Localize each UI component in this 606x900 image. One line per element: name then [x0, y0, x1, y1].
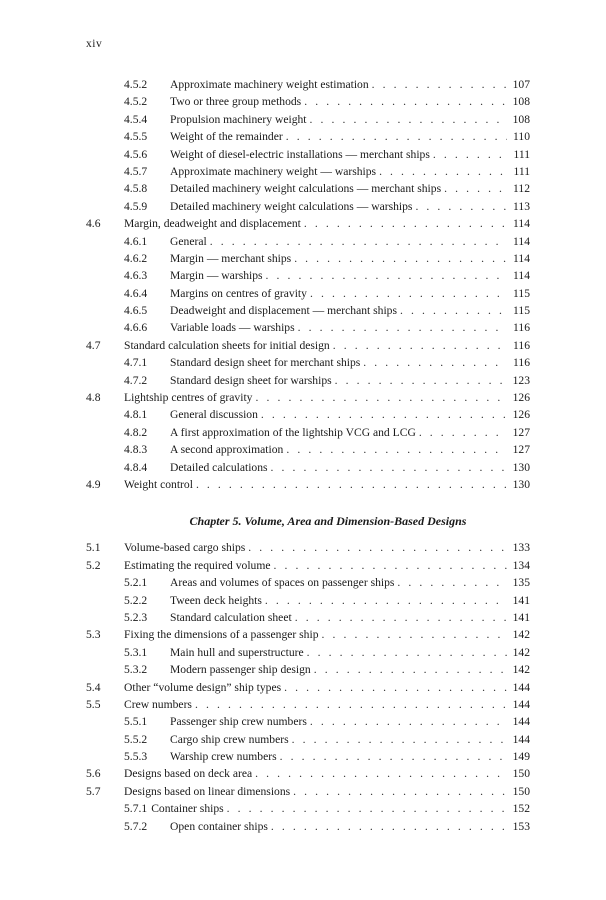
dot-leader — [310, 111, 507, 128]
toc-entry-number: 4.7 — [86, 338, 101, 352]
toc-entry[interactable] — [86, 354, 530, 371]
toc-entry[interactable] — [86, 389, 530, 406]
toc-entry-title: General discussion — [170, 408, 258, 422]
dot-leader — [266, 267, 507, 284]
toc-entry-title: Detailed calculations — [170, 460, 268, 474]
toc-entry-title: Warship crew numbers — [170, 750, 277, 764]
dot-leader — [400, 302, 507, 319]
toc-entry[interactable] — [86, 800, 530, 817]
toc-entry-title: Weight of diesel-electric installations — merchant ships — [170, 147, 430, 161]
toc-entry-number: 4.5.2 — [124, 95, 148, 109]
toc-entry-number: 4.6 — [86, 217, 101, 231]
toc-entry[interactable] — [86, 146, 530, 163]
toc-entry-title: Standard calculation sheet — [170, 610, 292, 624]
toc-entry-number: 5.7.2 — [124, 819, 148, 833]
toc-entry-title: Margin — warships — [170, 269, 263, 283]
toc-entry-page: 150 — [512, 767, 530, 781]
toc-entry-page: 123 — [512, 373, 530, 387]
toc-entry-title: Areas and volumes of spaces on passenger ships — [170, 576, 395, 590]
toc-entry-number: 5.3.1 — [124, 645, 148, 659]
toc-entry-title: General — [170, 234, 207, 248]
toc-entry[interactable] — [86, 679, 530, 696]
toc-entry[interactable] — [86, 539, 530, 556]
toc-entry-title: Estimating the required volume — [124, 558, 271, 572]
toc-entry-title: A second approximation — [170, 443, 284, 457]
toc-entry-page: 114 — [513, 269, 530, 283]
toc-entry[interactable] — [86, 661, 530, 678]
toc-entry-page: 153 — [512, 819, 530, 833]
toc-entry[interactable] — [86, 319, 530, 336]
toc-entry-number: 5.3.2 — [124, 663, 148, 677]
toc-entry[interactable] — [86, 713, 530, 730]
dot-leader — [335, 372, 507, 389]
toc-entry-number: 5.2 — [86, 558, 101, 572]
toc-entry-page: 115 — [513, 304, 530, 318]
dot-leader — [444, 180, 507, 197]
dot-leader — [280, 748, 507, 765]
toc-entry[interactable] — [86, 476, 530, 493]
dot-leader — [307, 644, 507, 661]
dot-leader — [248, 539, 507, 556]
table-of-contents — [86, 76, 530, 835]
toc-entry-number: 5.3 — [86, 628, 101, 642]
toc-section-chapter-4 — [86, 76, 530, 493]
toc-entry[interactable] — [86, 696, 530, 713]
toc-entry-page: 144 — [512, 680, 530, 694]
toc-entry-number: 5.5.1 — [124, 715, 148, 729]
toc-entry[interactable] — [86, 233, 530, 250]
toc-entry-number: 4.8.3 — [124, 443, 148, 457]
dot-leader — [195, 696, 507, 713]
dot-leader — [284, 679, 507, 696]
toc-entry-page: 150 — [512, 784, 530, 798]
toc-entry[interactable] — [86, 557, 530, 574]
toc-entry-page: 113 — [513, 199, 530, 213]
toc-entry-number: 4.8 — [86, 391, 101, 405]
toc-entry-title: Container ships — [151, 802, 224, 816]
toc-entry-page: 144 — [512, 732, 530, 746]
toc-entry-title: Designs based on deck area — [124, 767, 253, 781]
toc-entry-title: Weight of the remainder — [170, 130, 283, 144]
toc-entry[interactable] — [86, 337, 530, 354]
toc-entry-title: Detailed machinery weight calculations — warships — [170, 199, 413, 213]
toc-entry-title: Open container ships — [170, 819, 268, 833]
toc-entry-number: 5.5 — [86, 697, 101, 711]
chapter-heading: Chapter 5. Volume, Area and Dimension-Based Designs — [189, 514, 467, 529]
toc-entry-page: 111 — [513, 147, 530, 161]
toc-entry-page: 144 — [512, 697, 530, 711]
toc-entry-number: 4.8.1 — [124, 408, 148, 422]
toc-entry-number: 4.9 — [86, 477, 101, 491]
dot-leader — [255, 765, 507, 782]
toc-entry[interactable] — [86, 180, 530, 197]
toc-entry-page: 126 — [512, 391, 530, 405]
toc-entry-number: 5.5.2 — [124, 732, 148, 746]
dot-leader — [286, 441, 507, 458]
toc-entry-page: 127 — [512, 425, 530, 439]
dot-leader — [293, 783, 507, 800]
toc-entry-number: 4.5.9 — [124, 199, 148, 213]
toc-entry-page: 152 — [512, 802, 530, 816]
toc-entry[interactable] — [86, 250, 530, 267]
toc-entry[interactable] — [86, 111, 530, 128]
toc-entry[interactable] — [86, 441, 530, 458]
toc-entry-number: 5.4 — [86, 680, 101, 694]
toc-entry[interactable] — [86, 731, 530, 748]
toc-entry[interactable] — [86, 424, 530, 441]
toc-entry-page: 116 — [513, 356, 530, 370]
toc-entry-title: Main hull and superstructure — [170, 645, 304, 659]
toc-entry-number: 5.6 — [86, 767, 101, 781]
toc-entry-number: 4.5.2 — [124, 78, 148, 91]
dot-leader — [304, 93, 507, 110]
toc-entry-number: 5.1 — [86, 541, 101, 555]
dot-leader — [295, 609, 507, 626]
toc-entry-number: 4.6.5 — [124, 304, 148, 318]
dot-leader — [292, 731, 507, 748]
toc-entry-number: 4.8.2 — [124, 425, 148, 439]
toc-entry-number: 5.7.1 — [124, 802, 148, 816]
toc-entry[interactable] — [86, 818, 530, 835]
toc-entry-title: Other “volume design” ship types — [124, 680, 282, 694]
toc-entry-title: Detailed machinery weight calculations — merchant ships — [170, 182, 442, 196]
dot-leader — [210, 233, 507, 250]
toc-entry[interactable] — [86, 765, 530, 782]
toc-entry[interactable] — [86, 198, 530, 215]
toc-entry-page: 134 — [512, 558, 530, 572]
toc-entry-title: Weight control — [124, 477, 193, 491]
toc-entry-page: 142 — [512, 663, 530, 677]
toc-entry-title: Margins on centres of gravity — [170, 286, 307, 300]
dot-leader — [379, 163, 507, 180]
dot-leader — [255, 389, 507, 406]
toc-entry[interactable] — [86, 626, 530, 643]
toc-entry-title: Designs based on linear dimensions — [124, 784, 291, 798]
toc-entry-number: 4.5.4 — [124, 112, 148, 126]
toc-entry-title: Standard design sheet for warships — [170, 373, 332, 387]
toc-entry-title: Approximate machinery weight estimation — [170, 78, 369, 91]
toc-entry-page: 112 — [513, 182, 530, 196]
dot-leader — [227, 800, 507, 817]
toc-entry-number: 5.2.3 — [124, 610, 148, 624]
toc-entry-number: 4.5.7 — [124, 164, 148, 178]
dot-leader — [265, 592, 507, 609]
toc-entry-title: Margin, deadweight and displacement — [124, 217, 301, 231]
dot-leader — [310, 285, 507, 302]
toc-entry-page: 110 — [513, 130, 530, 144]
toc-entry-title: Two or three group methods — [170, 95, 302, 109]
toc-entry[interactable] — [86, 76, 530, 93]
dot-leader — [261, 406, 507, 423]
toc-entry-page: 108 — [512, 95, 530, 109]
toc-entry-page: 107 — [512, 78, 530, 91]
dot-leader — [397, 574, 507, 591]
toc-section-chapter-5 — [86, 539, 530, 835]
toc-entry-page: 114 — [513, 234, 530, 248]
toc-entry-page: 114 — [513, 217, 530, 231]
toc-entry[interactable] — [86, 574, 530, 591]
dot-leader — [314, 661, 507, 678]
toc-entry[interactable] — [86, 748, 530, 765]
toc-entry-title: Passenger ship crew numbers — [170, 715, 307, 729]
dot-leader — [415, 198, 507, 215]
toc-entry-page: 141 — [512, 593, 530, 607]
toc-entry-page: 142 — [512, 628, 530, 642]
dot-leader — [274, 557, 508, 574]
toc-entry[interactable] — [86, 215, 530, 232]
toc-entry-title: Standard design sheet for merchant ships — [170, 356, 361, 370]
toc-entry-page: 130 — [512, 477, 530, 491]
toc-entry[interactable] — [86, 285, 530, 302]
page-number: xiv — [86, 38, 103, 50]
toc-entry-number: 4.7.1 — [124, 356, 148, 370]
toc-entry-page: 149 — [512, 750, 530, 764]
toc-entry-page: 111 — [513, 164, 530, 178]
toc-entry-page: 130 — [512, 460, 530, 474]
toc-entry-title: Crew numbers — [124, 697, 192, 711]
toc-entry-page: 108 — [512, 112, 530, 126]
dot-leader — [271, 459, 507, 476]
toc-entry-number: 5.7 — [86, 784, 101, 798]
toc-entry-page: 127 — [512, 443, 530, 457]
dot-leader — [294, 250, 507, 267]
dot-leader — [363, 354, 507, 371]
toc-entry-title: Lightship centres of gravity — [124, 391, 253, 405]
toc-entry-page: 141 — [512, 610, 530, 624]
toc-entry-title: A first approximation of the lightship VCG and LCG — [170, 425, 416, 439]
toc-entry-page: 133 — [512, 541, 530, 555]
toc-entry-number: 4.6.4 — [124, 286, 148, 300]
toc-entry-number: 5.2.2 — [124, 593, 148, 607]
dot-leader — [322, 626, 508, 643]
toc-entry[interactable] — [86, 93, 530, 110]
toc-entry-number: 4.5.8 — [124, 182, 148, 196]
toc-entry-number: 4.5.6 — [124, 147, 148, 161]
toc-entry-title: Approximate machinery weight — warships — [170, 164, 377, 178]
toc-entry-title: Propulsion machinery weight — [170, 112, 307, 126]
toc-entry-page: 115 — [513, 286, 530, 300]
toc-entry-title: Margin — merchant ships — [170, 251, 292, 265]
dot-leader — [304, 215, 507, 232]
toc-entry[interactable] — [86, 592, 530, 609]
toc-entry[interactable] — [86, 163, 530, 180]
dot-leader — [271, 818, 507, 835]
toc-entry[interactable] — [86, 644, 530, 661]
toc-entry-number: 4.5.5 — [124, 130, 148, 144]
toc-entry-title: Fixing the dimensions of a passenger ship — [124, 628, 319, 642]
dot-leader — [372, 76, 507, 93]
dot-leader — [433, 146, 507, 163]
dot-leader — [298, 319, 507, 336]
toc-entry[interactable] — [86, 372, 530, 389]
toc-entry[interactable] — [86, 267, 530, 284]
toc-entry[interactable] — [86, 128, 530, 145]
toc-entry-title: Tween deck heights — [170, 593, 262, 607]
toc-entry-number: 4.6.3 — [124, 269, 148, 283]
dot-leader — [310, 713, 507, 730]
dot-leader — [196, 476, 507, 493]
toc-entry-number: 4.6.6 — [124, 321, 148, 335]
toc-entry-title: Variable loads — warships — [170, 321, 295, 335]
toc-entry-page: 135 — [512, 576, 530, 590]
toc-entry[interactable] — [86, 302, 530, 319]
toc-entry-title: Volume-based cargo ships — [124, 541, 246, 555]
toc-entry[interactable] — [86, 406, 530, 423]
toc-entry[interactable] — [86, 783, 530, 800]
toc-entry-page: 126 — [512, 408, 530, 422]
toc-entry-number: 5.2.1 — [124, 576, 148, 590]
toc-entry-page: 116 — [513, 321, 530, 335]
toc-entry-number: 4.8.4 — [124, 460, 148, 474]
dot-leader — [286, 128, 507, 145]
toc-entry[interactable] — [86, 459, 530, 476]
toc-entry-title: Standard calculation sheets for initial design — [124, 338, 330, 352]
toc-entry-page: 144 — [512, 715, 530, 729]
toc-entry-title: Modern passenger ship design — [170, 663, 311, 677]
dot-leader — [333, 337, 507, 354]
toc-entry-page: 142 — [512, 645, 530, 659]
toc-entry-number: 4.6.2 — [124, 251, 148, 265]
dot-leader — [419, 424, 507, 441]
toc-entry[interactable] — [86, 609, 530, 626]
toc-entry-page: 114 — [513, 251, 530, 265]
toc-entry-number: 4.6.1 — [124, 234, 148, 248]
toc-entry-page: 116 — [513, 338, 530, 352]
toc-entry-number: 4.7.2 — [124, 373, 148, 387]
toc-entry-number: 5.5.3 — [124, 750, 148, 764]
toc-entry-title: Cargo ship crew numbers — [170, 732, 289, 746]
toc-entry-title: Deadweight and displacement — merchant ships — [170, 304, 397, 318]
